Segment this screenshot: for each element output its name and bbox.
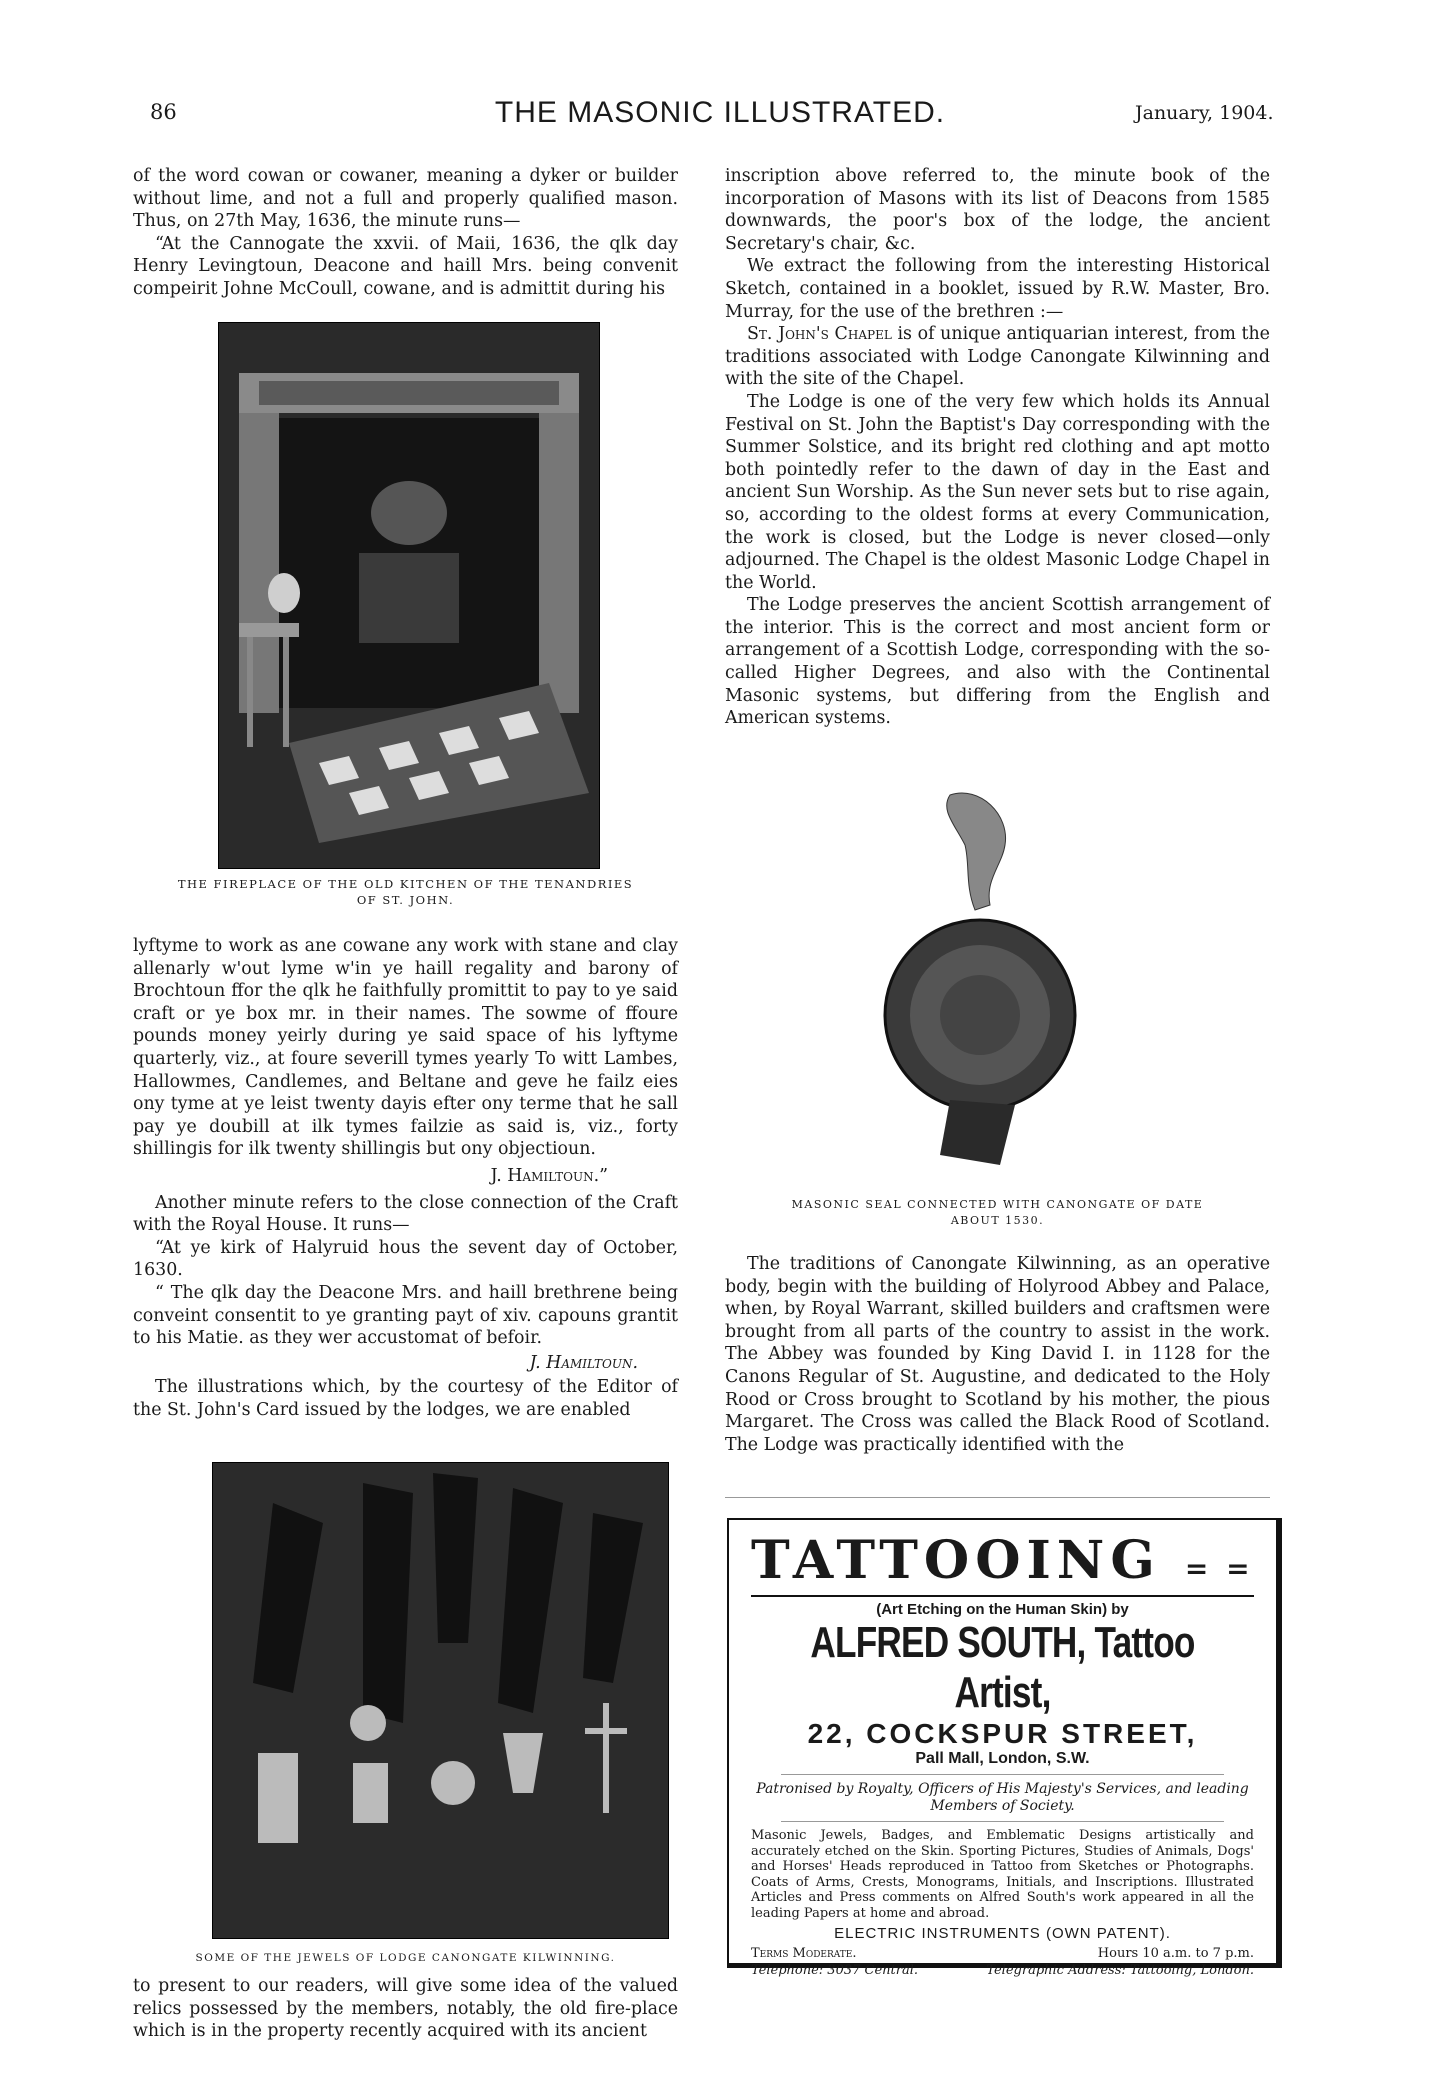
paragraph: We extract the following from the interesting Historical Sketch, contained in a booklet, issued by R.W. Master, Bro. Murray, for the use of the brethren :— <box>725 256 1270 322</box>
ad-terms: Terms Moderate. <box>751 1946 857 1961</box>
masonic-seal-photo <box>880 785 1090 1175</box>
paragraph: to present to our readers, will give some idea of the valued relics possessed by the members, notably, the old fire-place which is in the property recently acquired with its ancient <box>133 1976 678 2042</box>
paragraph-text: is of unique antiquarian interest, from the traditions associated with Lodge Canongate Kilwinning and with the site of the Chapel. <box>725 324 1270 390</box>
paragraph: The Lodge preserves the ancient Scottish arrangement of the interior. This is the correct and most ancient form or arrangement of a Scottish Lodge, corresponding with the so-called Higher Degrees, and also with the Continental Masonic systems, but differing from the English and American systems. <box>725 595 1270 729</box>
seal-caption <box>725 1197 1270 1229</box>
divider <box>725 1497 1270 1498</box>
paragraph: “At the Cannogate the xxvii. of Maii, 1636, the qlk day Henry Levingtoun, Deacone and haill Mrs. being convenit compeirit Johne McCoull, cowane, and is admittit during his <box>133 233 678 299</box>
fireplace-photo <box>218 322 600 869</box>
paragraph: “At ye kirk of Halyruid hous the sevent day of October, 1630. <box>133 1237 678 1281</box>
caption-line: THE FIREPLACE OF THE OLD KITCHEN OF THE TENANDRIES <box>177 877 634 891</box>
issue-date: January, 1904. <box>1135 102 1274 124</box>
ad-instruments: ELECTRIC INSTRUMENTS (OWN PATENT). <box>834 1925 1171 1942</box>
ad-hours: Hours 10 a.m. to 7 p.m. <box>1097 1946 1254 1961</box>
paragraph: of the word cowan or cowaner, meaning a dyker or builder without lime, and not a full and properly qualified mason. Thus, on 27th May, 1636, the minute runs— <box>133 166 678 232</box>
paragraph: lyftyme to work as ane cowane any work with stane and clay allenarly w'out lyme w'in ye haill regality and barony of Brochtoun ffor the qlk he faithfully promittit to pay to ye said craft or ye box mr. in their names. The sowme of ffoure pounds money yeirly during ye said space of his lyftyme quarterly, viz., at foure severill tymes yearly To witt Lambes, Hallowmes, Candlemes, and Beltane and geve he failz eies ony tyme at ye leist twenty dayis efter ony terme that he sall pay ye doubill at ilk tymes failzie as said is, viz., forty shillingis for ilk twenty shillingis but ony objectioun. <box>133 936 678 1160</box>
ad-telephone: Telephone: 3037 Central. <box>751 1963 919 1978</box>
ad-telegraphic: Telegraphic Address: Tattooing, London. <box>986 1963 1254 1978</box>
jewels-photo <box>212 1462 669 1939</box>
paragraph: inscription above referred to, the minute book of the incorporation of Masons with its list of Deacons from 1585 downwards, the poor's box of the lodge, the ancient Secretary's chair, &c. <box>725 166 1270 254</box>
ad-headline <box>751 1530 1254 1591</box>
caption-line: ABOUT 1530. <box>950 1214 1045 1227</box>
right-column-top <box>725 165 1270 730</box>
caption-line: OF ST. JOHN. <box>356 893 455 907</box>
seal-illustration <box>880 785 1090 1175</box>
ad-body: Masonic Jewels, Badges, and Emblematic Designs artistically and accurately etched on the Skin. Sporting Pictures, Studies of Animals, Dogs' and Horses' Heads reproduced in Tattoo from Sketches or Photographs. Coats of Arms, Crests, Monograms, Initials, and Inscriptions. Illustrated Articles and Press comments on Alfred South's work appeared in all the leading Papers at home and abroad. <box>751 1828 1254 1921</box>
fireplace-caption <box>133 876 678 908</box>
ad-patronage: Patronised by Royalty, Officers of His Majesty's Services, and leading Members of Society. <box>756 1781 1249 1814</box>
signature: J. Hamiltoun.” <box>490 1165 608 1186</box>
ad-artist-name: ALFRED SOUTH, Tattoo Artist, <box>810 1618 1195 1717</box>
paragraph: The Lodge is one of the very few which holds its Annual Festival on St. John the Baptist's Day corresponding with the Summer Solstice, and its bright red clothing and apt motto both pointedly refer to the dawn of day in the East and ancient Sun Worship. As the Sun never sets but to rise again, so, according to the oldest forms at every Communication, the work is closed, but the Lodge is never closed—only adjourned. The Chapel is the oldest Masonic Lodge Chapel in the World. <box>725 391 1270 593</box>
jewels-caption: SOME OF THE JEWELS OF LODGE CANONGATE KILWINNING. <box>195 1952 616 1964</box>
lead-in: St. John's Chapel <box>747 324 892 345</box>
paragraph: Another minute refers to the close connection of the Craft with the Royal House. It runs— <box>133 1192 678 1236</box>
ad-rule <box>781 1821 1224 1822</box>
ad-address-line2: Pall Mall, London, S.W. <box>915 1750 1090 1767</box>
paragraph: The traditions of Canongate Kilwinning, as an operative body, begin with the building of Holyrood Abbey and Palace, when, by Royal Warrant, skilled builders and craftsmen were brought from all parts of the country to assist in the work. The Abbey was founded by King David I. in 1128 for the Canons Regular of St. Augustine, and dedicated to the Holy Rood or Cross brought to Scotland by his mother, the pious Margaret. The Cross was called the Black Rood of Scotland. The Lodge was practically identified with the <box>725 1254 1270 1455</box>
ad-subhead: (Art Etching on the Human Skin) by <box>876 1601 1129 1618</box>
ad-contact-row <box>751 1963 1254 1978</box>
left-column-middle <box>133 935 678 1421</box>
paragraph: “ The qlk day the Deacone Mrs. and haill brethrene being conveint consentit to ye granting payt of xiv. capouns grantit to his Matie. as they wer accustomat of befoir. <box>133 1282 678 1349</box>
paragraph: The illustrations which, by the courtesy of the Editor of the St. John's Card issued by the lodges, we are enabled <box>133 1377 678 1420</box>
right-column-bottom <box>725 1253 1270 1456</box>
ad-rule <box>751 1595 1254 1597</box>
ad-rule <box>781 1774 1224 1775</box>
tattoo-advertisement <box>727 1518 1282 1978</box>
left-column-top <box>133 165 678 301</box>
ad-address: 22, COCKSPUR STREET, <box>807 1718 1198 1749</box>
fireplace-illustration <box>219 323 599 868</box>
ad-terms-row <box>751 1946 1254 1961</box>
paragraph <box>725 323 1270 391</box>
jewels-illustration <box>213 1463 668 1938</box>
left-column-bottom <box>133 1975 678 2043</box>
page-number: 86 <box>150 100 177 124</box>
signature: J. Hamiltoun. <box>529 1352 638 1373</box>
masthead-title: THE MASONIC ILLUSTRATED. <box>494 96 946 129</box>
caption-line: MASONIC SEAL CONNECTED WITH CANONGATE OF DATE <box>791 1198 1204 1211</box>
ad-headline-text: TATTOOING <box>751 1530 1161 1591</box>
ad-headline-suffix: = = <box>1184 1552 1254 1585</box>
